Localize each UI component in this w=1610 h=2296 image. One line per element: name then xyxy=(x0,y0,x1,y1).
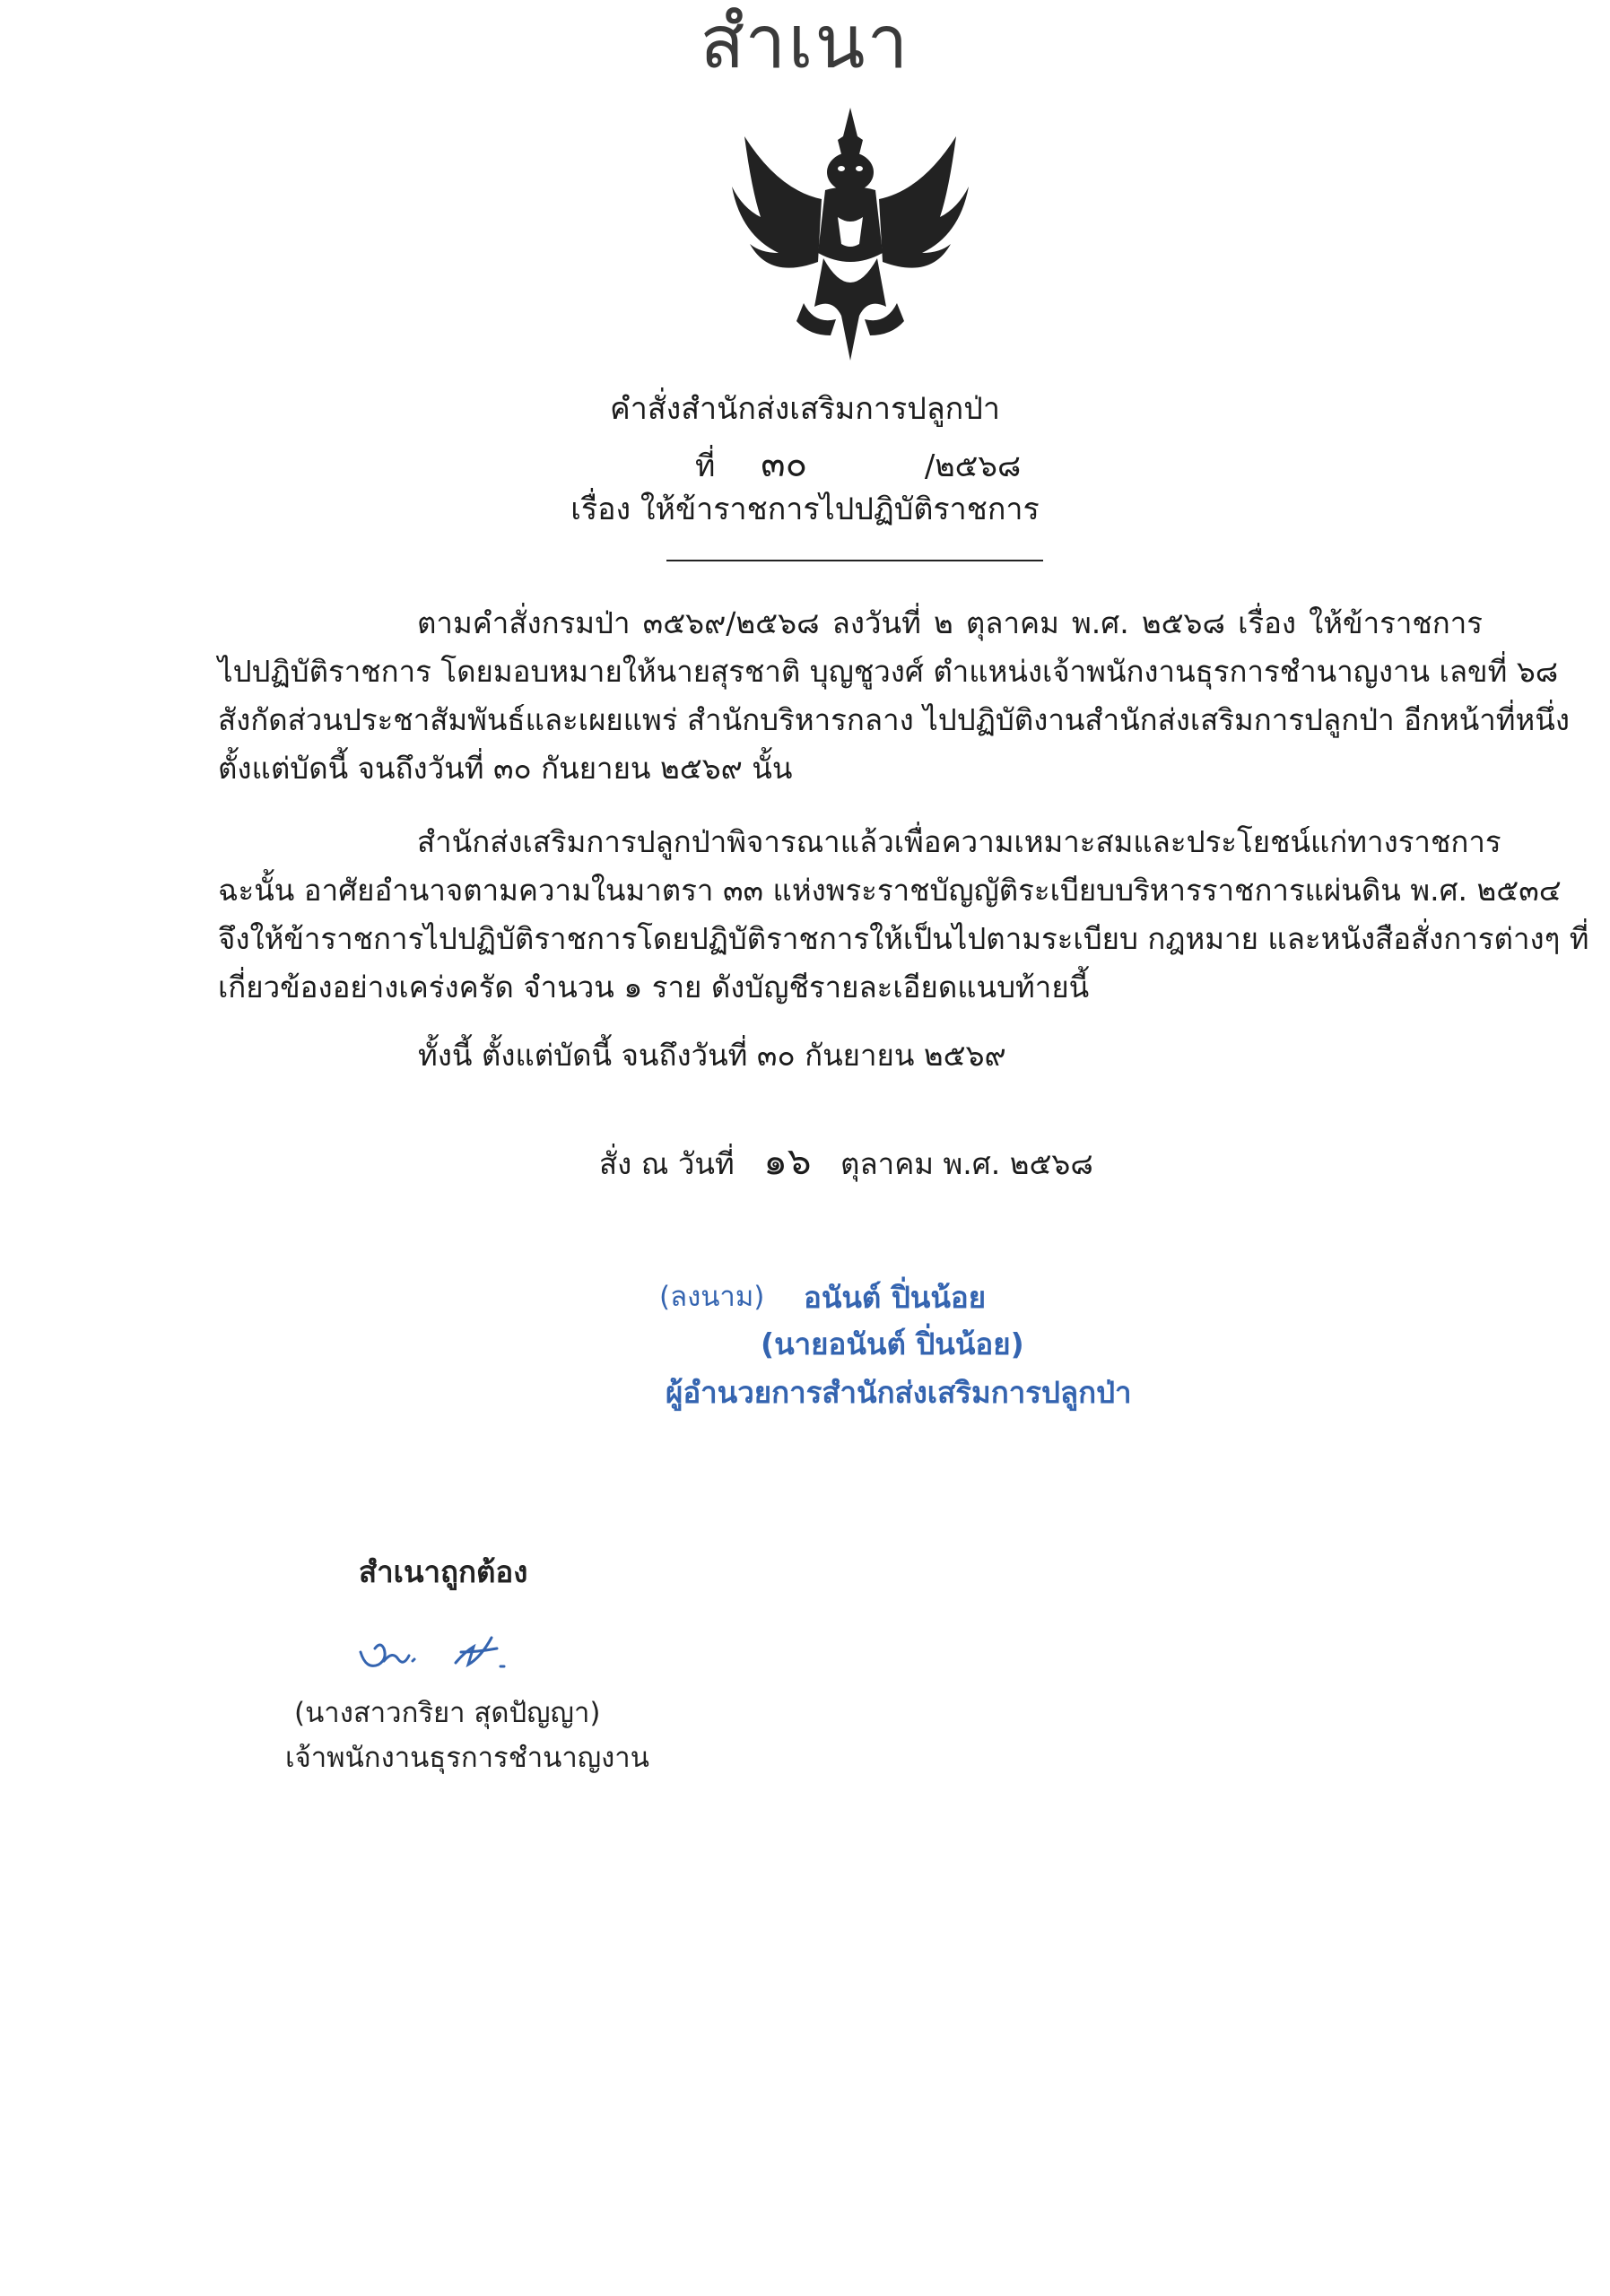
issue-day: ๑๖ xyxy=(763,1139,812,1183)
order-number: ๓๐ xyxy=(761,444,807,485)
paragraph-line: สำนักส่งเสริมการปลูกป่าพิจารณาแล้วเพื่อความเหมาะสมและประโยชน์แก่ทางราชการ xyxy=(417,824,1501,859)
order-heading: คำสั่งสำนักส่งเสริมการปลูกป่า xyxy=(610,391,1000,427)
paragraph-line: จึงให้ข้าราชการไปปฏิบัติราชการโดยปฏิบัติราชการให้เป็นไปตามระเบียบ กฎหมาย และหนังสือสั่งการต่างๆ ที่ xyxy=(218,921,1589,956)
paragraph-line: ฉะนั้น อาศัยอำนาจตามความในมาตรา ๓๓ แห่งพระราชบัญญัติระเบียบบริหารราชการแผ่นดิน พ.ศ. ๒๕๓๔ xyxy=(218,873,1562,908)
issue-date xyxy=(599,1132,1093,1191)
paragraph-line: สังกัดส่วนประชาสัมพันธ์และเผยแพร่ สำนักบริหารกลาง ไปปฏิบัติงานสำนักส่งเสริมการปลูกป่า อีกหน้าที่หนึ่ง xyxy=(218,702,1570,737)
paragraph-line: ไปปฏิบัติราชการ โดยมอบหมายให้นายสุรชาติ บุญชูวงศ์ ตำแหน่งเจ้าพนักงานธุรการชำนาญงาน เลขที่ ๖๘ xyxy=(218,654,1559,689)
garuda-emblem-icon xyxy=(725,100,976,370)
certified-copy-label: สำเนาถูกต้อง xyxy=(359,1554,528,1589)
effective-period: ทั้งนี้ ตั้งแต่บัดนี้ จนถึงวันที่ ๓๐ กันยายน ๒๕๖๙ xyxy=(418,1038,1006,1073)
certifier-name: (นางสาวกริยา สุดปัญญา) xyxy=(294,1697,601,1729)
signed-name: อนันต์ ปิ่นน้อย xyxy=(804,1280,987,1315)
subject-divider xyxy=(666,560,1043,561)
copy-stamp: สำเนา xyxy=(700,0,910,85)
paragraph-line: ตั้งแต่บัดนี้ จนถึงวันที่ ๓๐ กันยายน ๒๕๖๙ นั้น xyxy=(218,751,793,786)
handwritten-signature xyxy=(357,1625,545,1679)
paragraph-line: ตามคำสั่งกรมป่า ๓๕๖๙/๒๕๖๘ ลงวันที่ ๒ ตุลาคม พ.ศ. ๒๕๖๘ เรื่อง ให้ข้าราชการ xyxy=(417,605,1483,640)
signer-full-name: (นายอนันต์ ปิ่นน้อย) xyxy=(761,1326,1024,1361)
issue-month-year: ตุลาคม พ.ศ. ๒๕๖๘ xyxy=(840,1146,1093,1181)
order-subject: เรื่อง ให้ข้าราชการไปปฏิบัติราชการ xyxy=(570,491,1040,527)
order-year: /๒๕๖๘ xyxy=(924,448,1022,484)
signed-label: (ลงนาม) xyxy=(659,1281,765,1313)
order-prefix: ที่ xyxy=(695,448,716,484)
paragraph-line: เกี่ยวข้องอย่างเคร่งครัด จำนวน ๑ ราย ดังบัญชีรายละเอียดแนบท้ายนี้ xyxy=(218,970,1090,1004)
certifier-title: เจ้าพนักงานธุรการชำนาญงาน xyxy=(285,1742,649,1774)
paragraph-1 xyxy=(218,599,1570,793)
signer-title: ผู้อำนวยการสำนักส่งเสริมการปลูกป่า xyxy=(666,1375,1132,1410)
paragraph-2 xyxy=(218,818,1589,1012)
issue-prefix: สั่ง ณ วันที่ xyxy=(599,1146,735,1181)
